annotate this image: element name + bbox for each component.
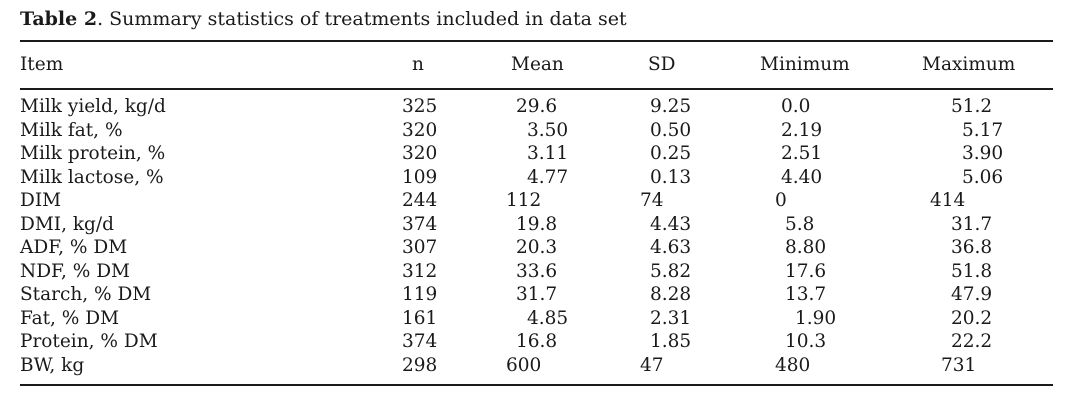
table-cell-mean: 4.77 xyxy=(527,166,569,188)
table-caption xyxy=(20,6,627,32)
table-cell-min: 8.80 xyxy=(785,237,827,258)
column-header-minimum: Minimum xyxy=(760,54,850,75)
table-cell-sd: 0.25 xyxy=(650,143,692,164)
table-cell-mean: 3.11 xyxy=(527,143,569,164)
table-header-rule xyxy=(20,88,1053,90)
table-cell-max: 51.2 xyxy=(951,96,993,117)
table-cell-min: 4.40 xyxy=(781,166,823,188)
table-cell-sd: 2.31 xyxy=(650,307,692,329)
table-cell-min: 2.19 xyxy=(781,119,823,141)
table-cell-mean: 29.6 xyxy=(516,96,558,117)
table-cell-sd: 1.85 xyxy=(650,331,692,352)
table-cell-n: 109 xyxy=(402,166,438,188)
table-cell-mean: 112 xyxy=(506,190,542,211)
table-cell-min: 480 xyxy=(775,354,811,376)
table-row-item: NDF, % DM xyxy=(20,260,130,282)
table-cell-mean: 31.7 xyxy=(516,284,558,305)
table-cell-mean: 16.8 xyxy=(516,331,558,352)
table-cell-n: 320 xyxy=(402,143,438,164)
table-cell-n: 374 xyxy=(402,213,438,235)
table-row-item: DMI, kg/d xyxy=(20,213,114,235)
table-cell-n: 374 xyxy=(402,331,438,352)
table-cell-sd: 0.13 xyxy=(650,166,692,188)
table-cell-max: 731 xyxy=(941,354,977,376)
table-cell-max: 51.8 xyxy=(951,260,993,282)
table-cell-mean: 33.6 xyxy=(516,260,558,282)
table-cell-n: 119 xyxy=(402,284,438,305)
table-cell-mean: 600 xyxy=(506,354,542,376)
table-cell-n: 298 xyxy=(402,354,438,376)
table-row-item: BW, kg xyxy=(20,354,85,376)
table-cell-n: 320 xyxy=(402,119,438,141)
table-cell-max: 22.2 xyxy=(951,331,993,352)
table-cell-n: 244 xyxy=(402,190,438,211)
table-cell-min: 1.90 xyxy=(795,307,837,329)
table-label: Table 2 xyxy=(20,8,98,30)
table-cell-mean: 19.8 xyxy=(516,213,558,235)
table-cell-max: 3.90 xyxy=(962,143,1004,164)
table-cell-max: 414 xyxy=(930,190,966,211)
table-cell-min: 13.7 xyxy=(785,284,827,305)
table-cell-max: 5.06 xyxy=(962,166,1004,188)
table-cell-max: 5.17 xyxy=(962,119,1004,141)
table-caption-text: . Summary statistics of treatments included in data set xyxy=(97,8,627,30)
column-header-n: n xyxy=(412,54,424,75)
table-cell-n: 307 xyxy=(402,237,438,258)
table-row-item: ADF, % DM xyxy=(20,237,128,258)
table-row-item: Milk lactose, % xyxy=(20,166,164,188)
table-row-item: DIM xyxy=(20,190,62,211)
table-bottom-rule xyxy=(20,384,1053,386)
table-row-item: Milk protein, % xyxy=(20,143,166,164)
table-cell-mean: 4.85 xyxy=(527,307,569,329)
table-cell-min: 0 xyxy=(775,190,787,211)
column-header-sd: SD xyxy=(648,54,676,75)
column-header-mean: Mean xyxy=(511,54,564,75)
table-cell-max: 47.9 xyxy=(951,284,993,305)
table-cell-sd: 47 xyxy=(640,354,664,376)
column-header-maximum: Maximum xyxy=(922,54,1016,75)
table-cell-max: 31.7 xyxy=(951,213,993,235)
table-cell-sd: 8.28 xyxy=(650,284,692,305)
table-cell-n: 325 xyxy=(402,96,438,117)
table-cell-min: 0.0 xyxy=(781,96,811,117)
table-row-item: Fat, % DM xyxy=(20,307,120,329)
table-cell-min: 5.8 xyxy=(785,213,815,235)
table-cell-sd: 74 xyxy=(640,190,664,211)
table-cell-max: 36.8 xyxy=(951,237,993,258)
table-cell-n: 312 xyxy=(402,260,438,282)
table-cell-min: 2.51 xyxy=(781,143,823,164)
table-cell-mean: 3.50 xyxy=(527,119,569,141)
table-cell-sd: 5.82 xyxy=(650,260,692,282)
table-row-item: Milk yield, kg/d xyxy=(20,96,166,117)
table-row-item: Milk fat, % xyxy=(20,119,123,141)
table-cell-sd: 9.25 xyxy=(650,96,692,117)
table-cell-sd: 0.50 xyxy=(650,119,692,141)
table-cell-min: 10.3 xyxy=(785,331,827,352)
table-cell-min: 17.6 xyxy=(785,260,827,282)
table-top-rule xyxy=(20,40,1053,42)
table-cell-n: 161 xyxy=(402,307,438,329)
table-cell-mean: 20.3 xyxy=(516,237,558,258)
table-row-item: Protein, % DM xyxy=(20,331,158,352)
table-cell-sd: 4.43 xyxy=(650,213,692,235)
table-cell-max: 20.2 xyxy=(951,307,993,329)
table-row-item: Starch, % DM xyxy=(20,284,152,305)
column-header-item: Item xyxy=(20,54,64,75)
table-cell-sd: 4.63 xyxy=(650,237,692,258)
